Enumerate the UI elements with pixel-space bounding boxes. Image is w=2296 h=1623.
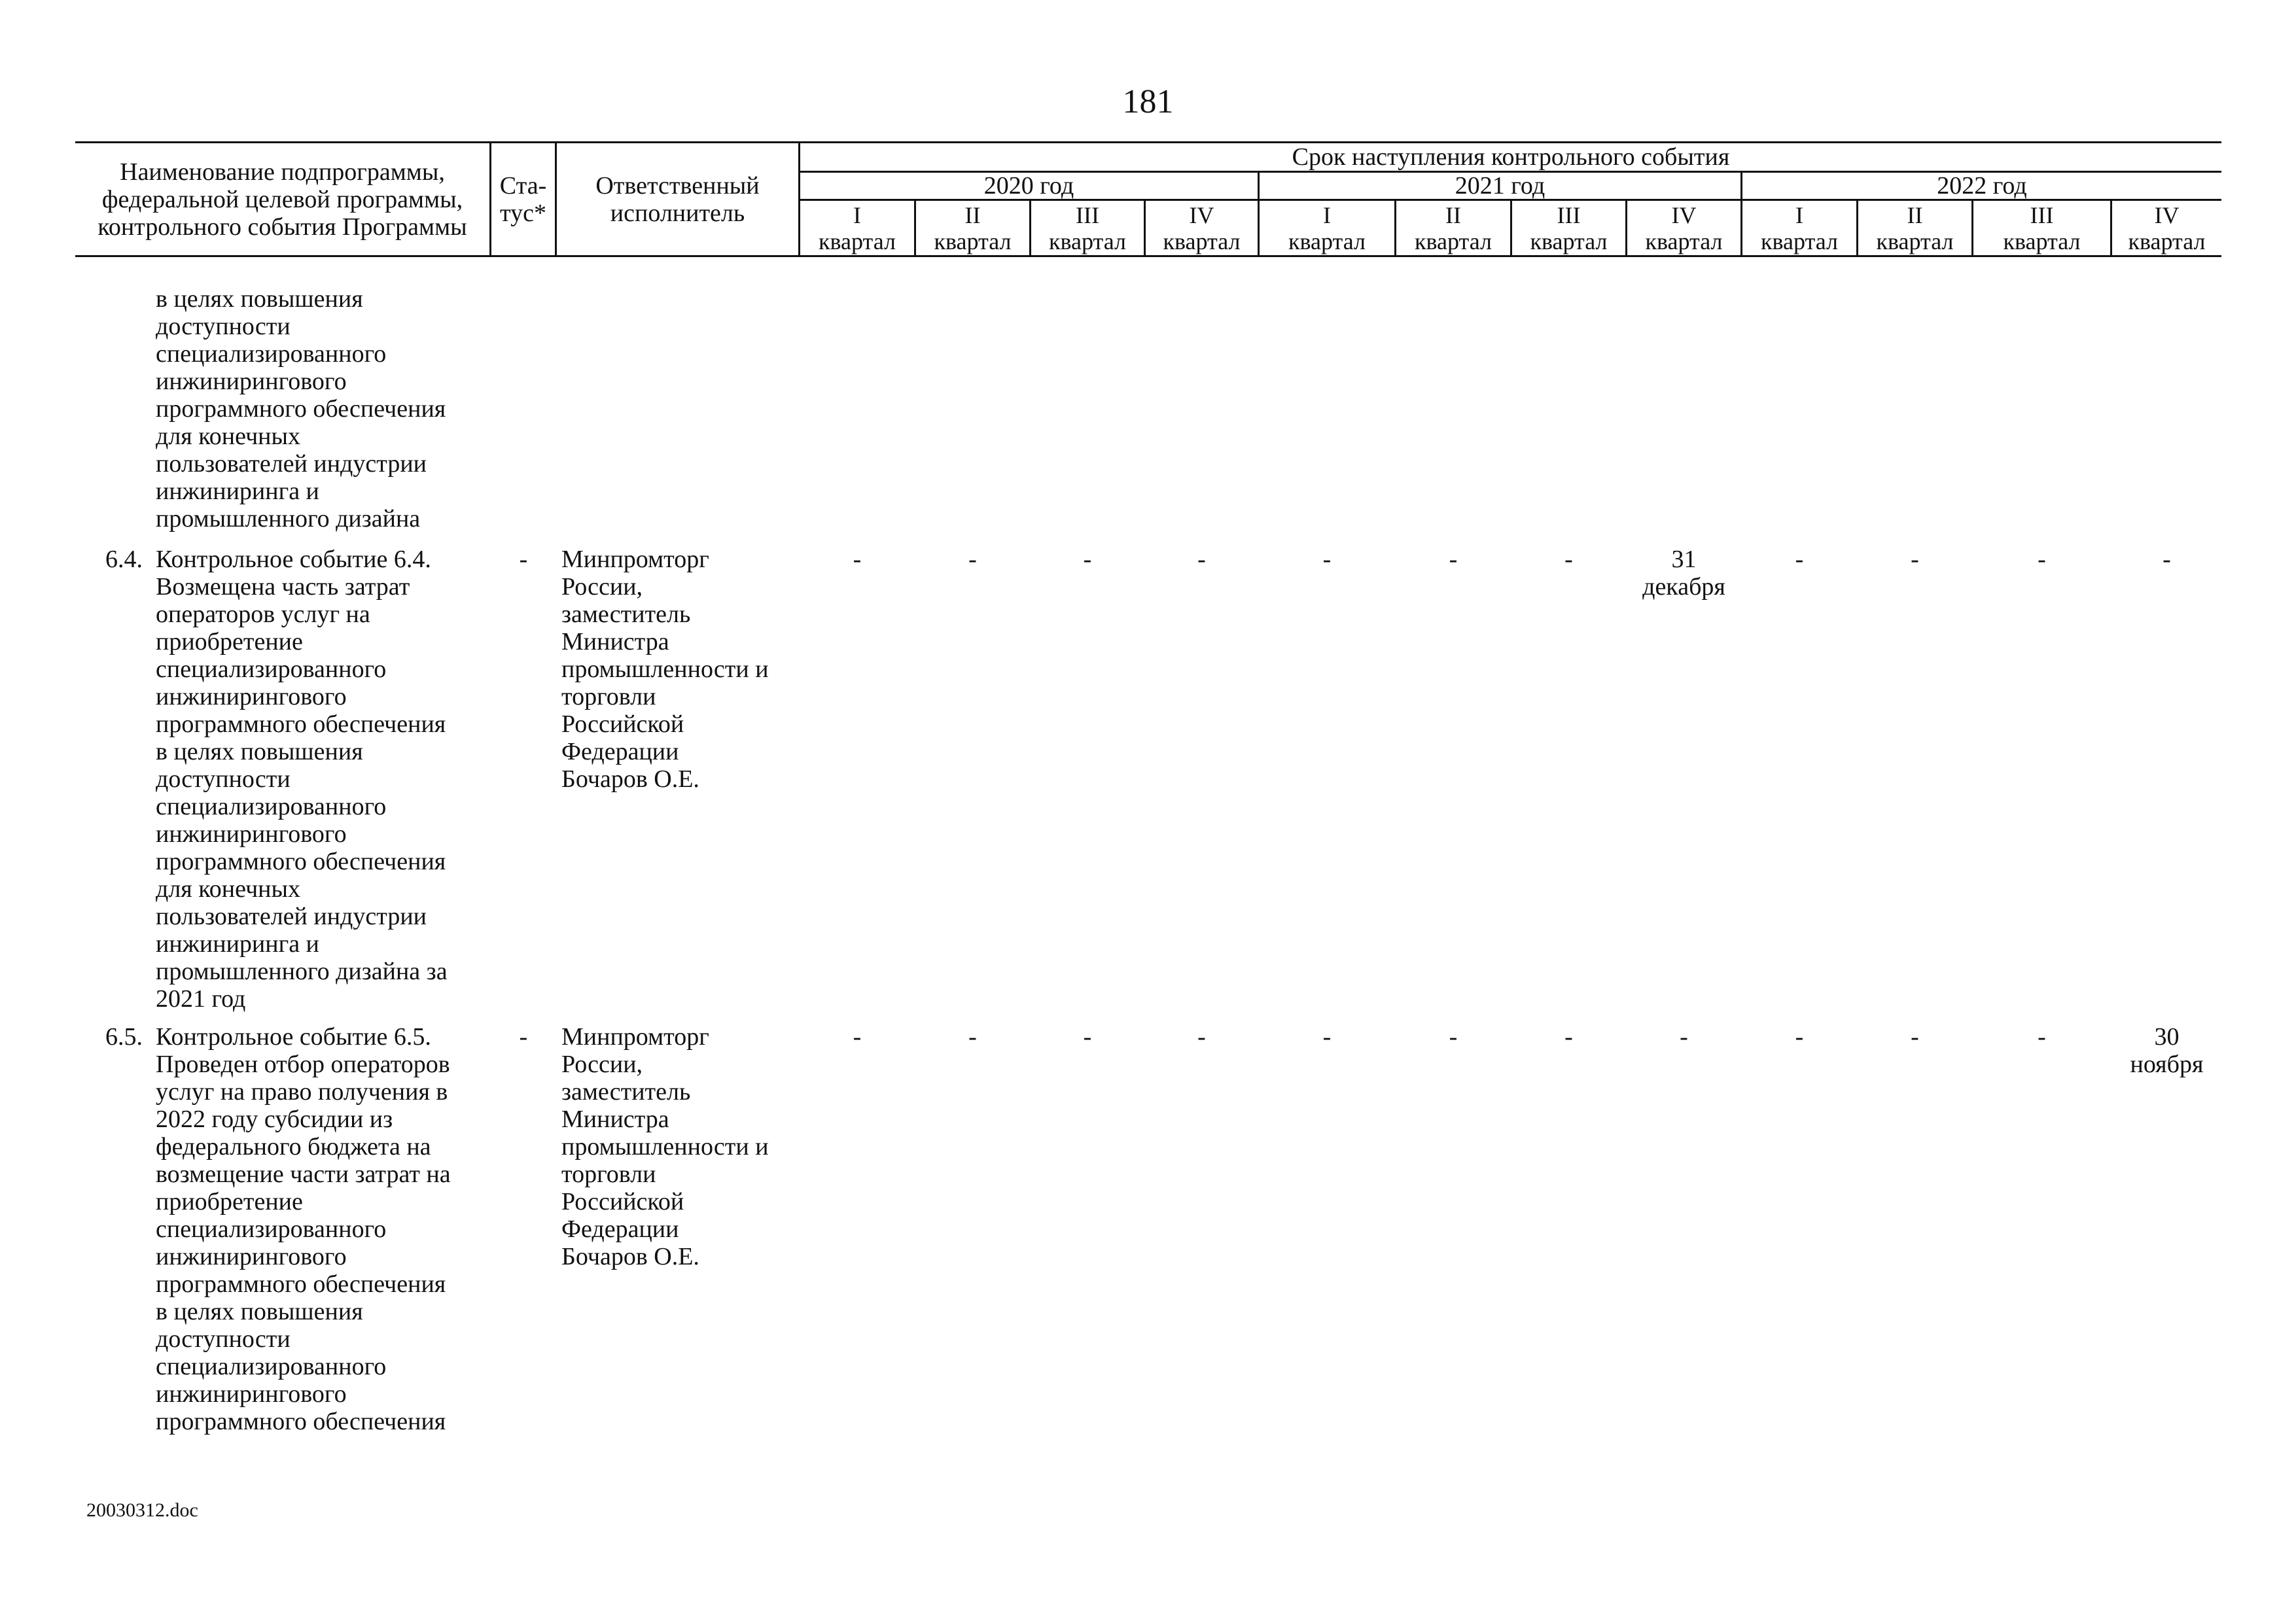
quarter-number: III	[1557, 201, 1581, 228]
page-number: 181	[1122, 83, 1174, 120]
quarter-word: квартал	[1415, 228, 1492, 254]
table-header	[0, 0, 2296, 262]
header-quarter	[1260, 201, 1394, 255]
quarter-word: квартал	[934, 228, 1012, 254]
quarter-word: квартал	[1530, 228, 1608, 254]
quarter-number: II	[964, 201, 981, 228]
quarter-word: квартал	[1645, 228, 1723, 254]
header-quarter	[2112, 201, 2221, 255]
quarter-value: -	[968, 1023, 977, 1051]
header-quarter	[916, 201, 1029, 255]
row-number: 6.4.	[105, 546, 143, 573]
quarter-word: квартал	[1288, 228, 1366, 254]
header-name-column: Наименование подпрограммы, федеральной целевой программы, контрольного события Программы	[97, 158, 467, 241]
header-deadline-column: Срок наступления контрольного события	[1292, 143, 1730, 171]
quarter-value: -	[1449, 546, 1458, 573]
header-quarter	[1973, 201, 2110, 255]
header-quarter	[1742, 201, 1856, 255]
quarter-value: -	[853, 1023, 862, 1051]
quarter-value: -	[1680, 1023, 1688, 1051]
quarter-value: -	[1564, 1023, 1573, 1051]
row-number: 6.5.	[105, 1023, 143, 1051]
header-quarter	[1146, 201, 1258, 255]
status-value: -	[519, 546, 528, 573]
header-quarter	[1858, 201, 1971, 255]
header-quarter	[1512, 201, 1625, 255]
header-status-column: Ста- тус*	[499, 171, 547, 227]
responsible-executor: Минпромторг России, заместитель Министра промышленности и торговли Российской Федерации Бочаров О.Е.	[561, 1023, 769, 1270]
quarter-word: квартал	[2128, 228, 2206, 254]
quarter-number: IV	[2154, 201, 2180, 228]
header-quarter	[800, 201, 914, 255]
quarter-value: -	[1449, 1023, 1458, 1051]
event-description: Контрольное событие 6.5. Проведен отбор операторов услуг на право получения в 2022 году субсидии из федерального бюджета на возмещение части затрат на приобретение специализированного инжинирингового программного обеспечения в целях повышения доступности специализированного инжинирингового программного обеспечения	[156, 1023, 451, 1435]
quarter-value: -	[1197, 1023, 1206, 1051]
header-quarter	[1627, 201, 1740, 255]
quarter-word: квартал	[1049, 228, 1126, 254]
header-quarter	[1396, 201, 1510, 255]
quarter-value: -	[1911, 1023, 1919, 1051]
quarter-number: II	[1445, 201, 1461, 228]
quarter-number: III	[1076, 201, 1099, 228]
quarter-number: IV	[1671, 201, 1697, 228]
quarter-number: III	[2030, 201, 2054, 228]
quarter-value: 31 декабря	[1642, 546, 1725, 601]
quarter-word: квартал	[2003, 228, 2081, 254]
header-year-2020: 2020 год	[983, 172, 1074, 200]
quarter-value: -	[2038, 546, 2046, 573]
quarter-number: I	[1323, 201, 1331, 228]
quarter-word: квартал	[1163, 228, 1241, 254]
quarter-word: квартал	[819, 228, 896, 254]
quarter-word: квартал	[1761, 228, 1838, 254]
quarter-value: -	[2038, 1023, 2046, 1051]
header-responsible-column: Ответственный исполнитель	[595, 171, 760, 227]
quarter-word: квартал	[1876, 228, 1954, 254]
status-value: -	[519, 1023, 528, 1051]
continuation-text: в целях повышения доступности специализированного инжинирингового программного обеспечения для конечных пользователей индустрии инжиниринга и промышленного дизайна	[156, 285, 446, 532]
quarter-value: 30 ноября	[2130, 1023, 2204, 1078]
header-year-2021: 2021 год	[1455, 172, 1545, 200]
quarter-number: IV	[1189, 201, 1214, 228]
document-filename: 20030312.doc	[86, 1499, 198, 1521]
quarter-number: I	[1795, 201, 1803, 228]
header-quarter	[1031, 201, 1144, 255]
quarter-value: -	[1795, 1023, 1804, 1051]
quarter-number: II	[1907, 201, 1923, 228]
event-description: Контрольное событие 6.4. Возмещена часть затрат операторов услуг на приобретение специализированного инжинирингового программного обеспечения в целях повышения доступности специализированного инжинирингового программного обеспечения для конечных пользователей индустрии инжиниринга и промышленного дизайна за 2021 год	[156, 546, 448, 1013]
quarter-value: -	[1322, 1023, 1332, 1051]
quarter-value: -	[1322, 546, 1332, 573]
quarter-value: -	[1795, 546, 1804, 573]
quarter-value: -	[1083, 1023, 1092, 1051]
quarter-value: -	[1911, 546, 1919, 573]
quarter-value: -	[2163, 546, 2171, 573]
quarter-value: -	[1197, 546, 1206, 573]
quarter-value: -	[1564, 546, 1573, 573]
responsible-executor: Минпромторг России, заместитель Министра промышленности и торговли Российской Федерации Бочаров О.Е.	[561, 546, 769, 793]
quarter-value: -	[853, 546, 862, 573]
quarter-number: I	[853, 201, 861, 228]
header-year-2022: 2022 год	[1937, 172, 2027, 200]
quarter-value: -	[1083, 546, 1092, 573]
quarter-value: -	[968, 546, 977, 573]
